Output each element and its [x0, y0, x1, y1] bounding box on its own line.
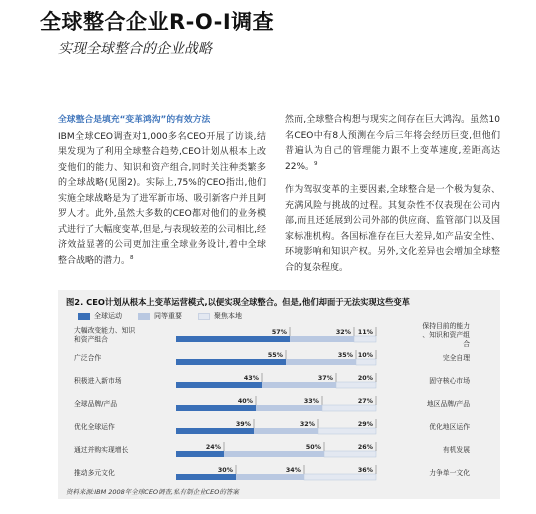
- bar-segment: [354, 336, 376, 342]
- page-subtitle: 实现全球整合的企业战略: [58, 41, 212, 57]
- row-label-left: 优化全球运作: [74, 423, 115, 431]
- figure-source: 资料来源:IBM 2008年全球CEO调查,私有制企业CEO的答案: [66, 488, 239, 496]
- data-label: 50%: [305, 444, 321, 451]
- bar-segment: [176, 382, 262, 388]
- row-label-left: 大幅改变能力、知识: [74, 326, 136, 335]
- bar-segment: [318, 428, 376, 434]
- data-label: 24%: [205, 444, 221, 451]
- legend-label-global: 全球运动: [94, 312, 122, 320]
- bar-segment: [290, 336, 354, 342]
- bar-segment: [236, 474, 304, 480]
- bar-segment: [262, 382, 336, 388]
- data-label: 29%: [357, 421, 373, 428]
- data-label: 32%: [335, 329, 351, 336]
- row-label-left: 推动多元文化: [74, 469, 115, 477]
- row-label-right: 固守核心市场: [429, 377, 470, 385]
- data-label: 39%: [235, 421, 251, 428]
- bar-segment: [176, 336, 290, 342]
- data-label: 34%: [285, 467, 301, 474]
- row-label-right: 、知识和资产组: [422, 331, 470, 339]
- row-label-left: 广泛合作: [74, 354, 102, 362]
- bar-segment: [356, 359, 376, 365]
- data-label: 11%: [357, 329, 373, 336]
- row-label-right: 优化地区运作: [429, 423, 470, 431]
- data-label: 37%: [317, 375, 333, 382]
- right-paragraph-1-text: 然而,全球整合构想与现实之间存在巨大鸿沟。虽然10名CEO中有8人预测在今后三年将会经历巨变,但他们普遍认为自己的管理能力跟不上变革速度,差距高达22%。: [285, 115, 500, 172]
- bar-segment: [176, 451, 224, 457]
- bar-segment: [176, 359, 286, 365]
- data-label: 55%: [267, 352, 283, 359]
- bar-segment: [176, 405, 256, 411]
- data-label: 27%: [357, 398, 373, 405]
- bar-segment: [256, 405, 322, 411]
- row-label-left: 全球品牌/产品: [74, 400, 118, 408]
- data-label: 30%: [217, 467, 233, 474]
- row-label-left: 积极进入新市场: [74, 377, 122, 385]
- row-label-right: 保持目前的能力: [422, 322, 470, 330]
- row-label-right: 完全自理: [442, 354, 470, 362]
- footnote-ref: 8: [130, 254, 134, 261]
- bar-segment: [286, 359, 356, 365]
- footnote-ref: 9: [314, 160, 318, 167]
- data-label: 40%: [237, 398, 253, 405]
- page-title: 全球整合企业R-O-I调查: [40, 10, 275, 34]
- bar-segment: [304, 474, 376, 480]
- bar-segment: [176, 474, 236, 480]
- left-paragraph-text: IBM全球CEO调查对1,000多名CEO开展了访谈,结果发现为了利用全球整合趋势,CEO计划从根本上改变他们的能力、知识和资产组合,同时关注种类繁多的全球战略(见图2)。实际上,75%的CEO指出,他们实施全球战略是为了进军新市场、吸引新客户并且阿罗人才。此外,虽然大多数的CEO都对他们的业务模式进行了大幅度变革,但是,与表现较差的公司相比,经济效益显著的公司更加注重全球业务设计,着中全球整合战略的潜力。: [58, 131, 266, 266]
- row-label-left: 通过并购实现增长: [74, 446, 129, 454]
- row-label-right: 力争单一文化: [429, 469, 470, 477]
- row-label-right: 合: [463, 340, 470, 348]
- figure-title: 图2. CEO计划从根本上变革运营模式,以便实现全球整合。但是,他们却面于无法实现这些变革: [66, 297, 410, 307]
- row-label-right: 有机发展: [442, 446, 470, 454]
- section-heading: 全球整合是填充“变革鸿沟”的有效方法: [58, 115, 211, 125]
- data-label: 32%: [299, 421, 315, 428]
- article-left-column: [58, 113, 266, 277]
- figure-panel: [58, 290, 500, 499]
- bar-segment: [176, 428, 254, 434]
- legend-label-local: 聚焦本地: [214, 312, 242, 320]
- row-label-left: 和资产组合: [74, 335, 108, 344]
- bar-segment: [324, 451, 376, 457]
- data-label: 57%: [271, 329, 287, 336]
- legend-label-equal: 同等重要: [154, 312, 182, 320]
- bar-segment: [224, 451, 324, 457]
- data-label: 33%: [303, 398, 319, 405]
- left-paragraph: [58, 130, 266, 270]
- article-right-column: [285, 113, 500, 284]
- right-paragraph-1: [285, 113, 500, 175]
- bar-segment: [336, 382, 376, 388]
- data-label: 35%: [337, 352, 353, 359]
- data-label: 26%: [357, 444, 373, 451]
- bar-segment: [254, 428, 318, 434]
- row-label-right: 地区品牌/产品: [426, 400, 470, 408]
- data-label: 20%: [357, 375, 373, 382]
- data-label: 10%: [357, 352, 373, 359]
- data-label: 36%: [357, 467, 373, 474]
- right-paragraph-2: 作为驾驭变革的主要因素,全球整合是一个极为复杂、充满风险与挑战的过程。其复杂性不仅表现在公司内部,而且还延展到公司外部的供应商、监管部门以及国家标准机构。各国标准存在巨大差异,如产品安全性、环境影响和知识产权。另外,文化差异也会增加全球整合的复杂程度。: [285, 185, 500, 273]
- bar-segment: [322, 405, 376, 411]
- data-label: 43%: [243, 375, 259, 382]
- stacked-bar-chart: [58, 318, 500, 488]
